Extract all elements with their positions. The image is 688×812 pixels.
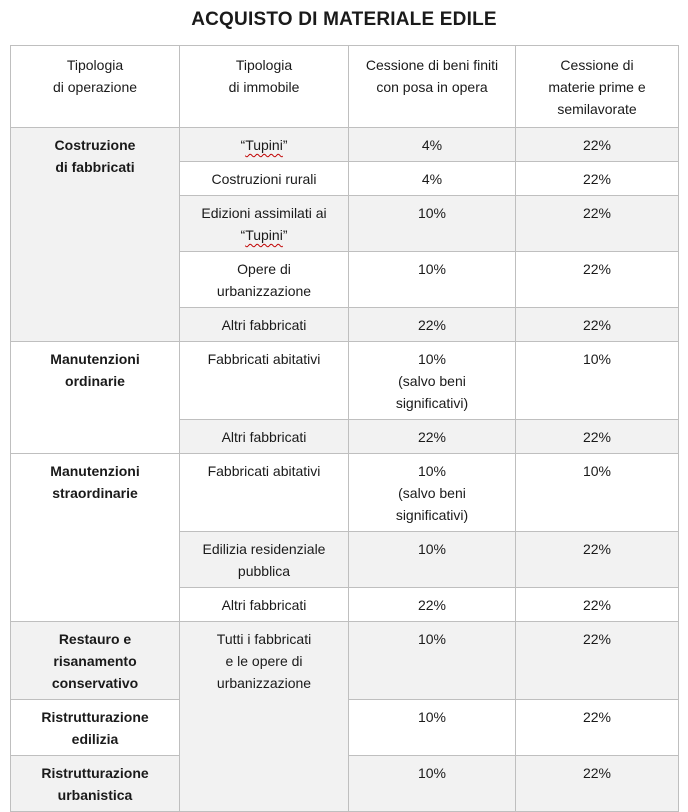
operation-cell: Manutenzioni ordinarie <box>11 342 180 454</box>
header-finished-goods: Cessione di beni finiti con posa in opera <box>349 46 516 128</box>
property-cell: Fabbricati abitativi <box>180 454 349 532</box>
vat-rates-table <box>10 45 679 812</box>
property-cell: Opere di urbanizzazione <box>180 252 349 308</box>
property-cell: Edizioni assimilati ai “Tupini” <box>180 196 349 252</box>
property-cell: Altri fabbricati <box>180 308 349 342</box>
raw-rate-cell: 22% <box>516 420 679 454</box>
finished-rate-cell: 10% <box>349 196 516 252</box>
raw-rate-cell: 22% <box>516 700 679 756</box>
finished-rate-cell: 10% <box>349 700 516 756</box>
header-operation-type: Tipologia di operazione <box>11 46 180 128</box>
property-cell: “Tupini” <box>180 128 349 162</box>
finished-rate-cell: 10% <box>349 756 516 812</box>
table-row <box>11 342 679 420</box>
finished-rate-cell: 10% <box>349 252 516 308</box>
table-row <box>11 128 679 162</box>
property-cell: Tutti i fabbricati e le opere di urbanizzazione <box>180 622 349 812</box>
table-row <box>11 454 679 532</box>
raw-rate-cell: 22% <box>516 532 679 588</box>
property-cell: Edilizia residenziale pubblica <box>180 532 349 588</box>
raw-rate-cell: 10% <box>516 454 679 532</box>
finished-rate-cell: 22% <box>349 308 516 342</box>
header-raw-materials: Cessione di materie prime e semilavorate <box>516 46 679 128</box>
finished-rate-cell: 10% (salvo beni significativi) <box>349 342 516 420</box>
operation-cell: Ristrutturazione urbanistica <box>11 756 180 812</box>
finished-rate-cell: 4% <box>349 162 516 196</box>
table-row <box>11 622 679 700</box>
raw-rate-cell: 22% <box>516 196 679 252</box>
table-header-row <box>11 46 679 128</box>
finished-rate-cell: 22% <box>349 420 516 454</box>
header-property-type: Tipologia di immobile <box>180 46 349 128</box>
operation-cell: Ristrutturazione edilizia <box>11 700 180 756</box>
operation-cell: Manutenzioni straordinarie <box>11 454 180 622</box>
raw-rate-cell: 22% <box>516 128 679 162</box>
finished-rate-cell: 4% <box>349 128 516 162</box>
finished-rate-cell: 10% (salvo beni significativi) <box>349 454 516 532</box>
finished-rate-cell: 10% <box>349 532 516 588</box>
page-title: ACQUISTO DI MATERIALE EDILE <box>191 9 497 30</box>
raw-rate-cell: 22% <box>516 162 679 196</box>
finished-rate-cell: 22% <box>349 588 516 622</box>
property-cell: Altri fabbricati <box>180 420 349 454</box>
raw-rate-cell: 22% <box>516 308 679 342</box>
operation-cell: Costruzione di fabbricati <box>11 128 180 342</box>
finished-rate-cell: 10% <box>349 622 516 700</box>
property-cell: Altri fabbricati <box>180 588 349 622</box>
raw-rate-cell: 22% <box>516 622 679 700</box>
raw-rate-cell: 22% <box>516 252 679 308</box>
raw-rate-cell: 22% <box>516 756 679 812</box>
raw-rate-cell: 10% <box>516 342 679 420</box>
operation-cell: Restauro e risanamento conservativo <box>11 622 180 700</box>
property-cell: Fabbricati abitativi <box>180 342 349 420</box>
property-cell: Costruzioni rurali <box>180 162 349 196</box>
raw-rate-cell: 22% <box>516 588 679 622</box>
